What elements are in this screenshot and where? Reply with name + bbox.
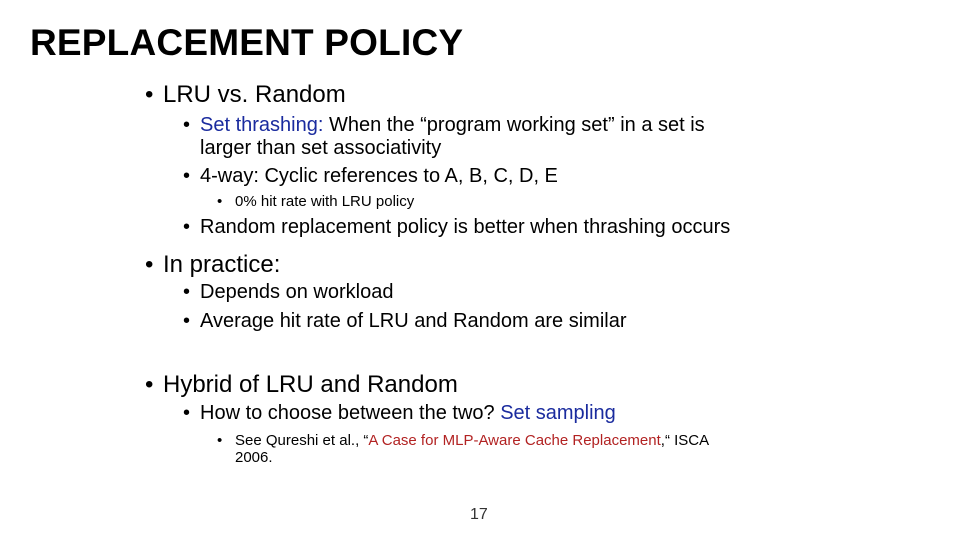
citation-year: 2006.	[235, 449, 273, 466]
bullet-icon: •	[183, 114, 191, 136]
bullet-lru-vs-random	[145, 81, 346, 109]
bullet-icon: •	[145, 251, 154, 278]
set-sampling-term: Set sampling	[500, 402, 616, 424]
bullet-random-better	[183, 216, 730, 239]
bullet-text: Depends on workload	[200, 281, 394, 303]
bullet-icon: •	[145, 371, 154, 398]
bullet-icon: •	[183, 281, 191, 303]
bullet-text	[200, 402, 616, 425]
paper-title-link[interactable]: A Case for MLP-Aware Cache Replacement	[368, 432, 661, 449]
how-to-choose-text: How to choose between the two?	[200, 402, 501, 424]
bullet-icon: •	[183, 216, 191, 238]
bullet-icon: •	[183, 402, 191, 424]
bullet-icon: •	[183, 310, 191, 332]
bullet-text	[200, 114, 705, 160]
bullet-text: In practice:	[163, 251, 281, 278]
bullet-set-thrashing	[183, 114, 705, 160]
set-thrashing-continuation: larger than set associativity	[200, 137, 442, 159]
citation-prefix: See Qureshi et al., “	[235, 432, 369, 449]
slide-title: REPLACEMENT POLICY	[30, 22, 464, 63]
bullet-text: Hybrid of LRU and Random	[163, 371, 458, 398]
bullet-hybrid	[145, 371, 458, 399]
bullet-text: 4-way: Cyclic references to A, B, C, D, E	[200, 165, 558, 187]
bullet-text: Average hit rate of LRU and Random are similar	[200, 310, 627, 332]
bullet-in-practice	[145, 251, 280, 279]
set-thrashing-definition: When the “program working set” in a set is	[323, 114, 705, 136]
citation-suffix: ,“ ISCA	[660, 432, 710, 449]
bullet-text: Random replacement policy is better when thrashing occurs	[200, 216, 731, 238]
bullet-text	[235, 432, 709, 466]
bullet-see-qureshi	[217, 432, 709, 466]
bullet-depends	[183, 281, 393, 304]
bullet-icon: •	[217, 193, 223, 210]
bullet-four-way	[183, 165, 558, 188]
bullet-icon: •	[183, 165, 191, 187]
bullet-text: LRU vs. Random	[163, 81, 346, 108]
set-thrashing-term: Set thrashing:	[200, 114, 324, 136]
bullet-how-to-choose	[183, 402, 616, 425]
page-number: 17	[470, 506, 488, 523]
bullet-icon: •	[145, 81, 154, 108]
bullet-text: 0% hit rate with LRU policy	[235, 193, 415, 210]
bullet-zero-hit-rate	[217, 193, 414, 210]
bullet-average	[183, 310, 627, 333]
bullet-icon: •	[217, 432, 223, 449]
